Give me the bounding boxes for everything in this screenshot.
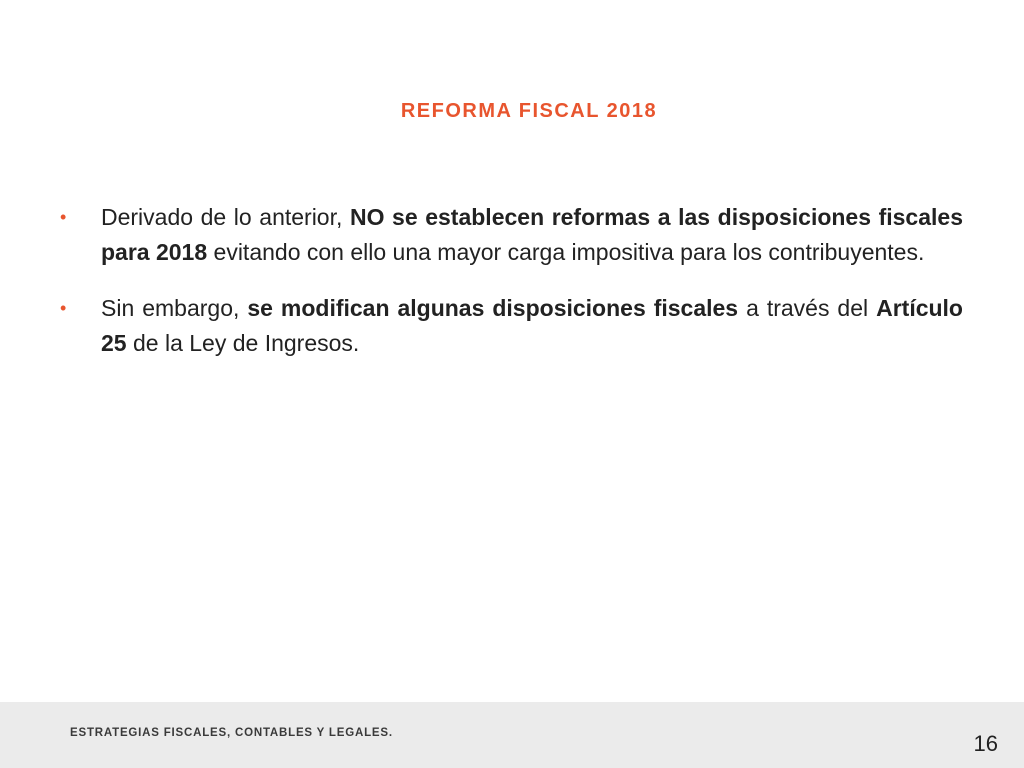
bullet-text: evitando con ello una mayor carga impositiva para los contribuyentes. [207, 238, 925, 265]
footer-company-name: ESTRATEGIAS FISCALES, CONTABLES Y LEGALES. [70, 727, 393, 739]
bullet-text: Derivado de lo anterior, [101, 204, 350, 230]
bullet-text: Sin embargo, [101, 295, 248, 321]
bullet-text: de la Ley de Ingresos. [126, 329, 360, 356]
bullet-emphasis: NO se establecen reformas a las disposiciones fiscales para 2018 [101, 204, 963, 265]
slide-title: REFORMA FISCAL 2018 [400, 100, 658, 122]
bullet-marker-icon: • [60, 207, 67, 227]
bullet-marker-icon: • [60, 298, 67, 318]
bullet-item [60, 291, 963, 360]
bullet-emphasis: se modifican algunas disposiciones fiscales [247, 295, 739, 321]
page-number: 16 [973, 731, 998, 756]
bullet-item [60, 200, 963, 269]
bullet-emphasis: Artículo 25 [101, 295, 963, 356]
bullet-text: a través del [738, 295, 877, 321]
bullet-list [60, 200, 963, 382]
